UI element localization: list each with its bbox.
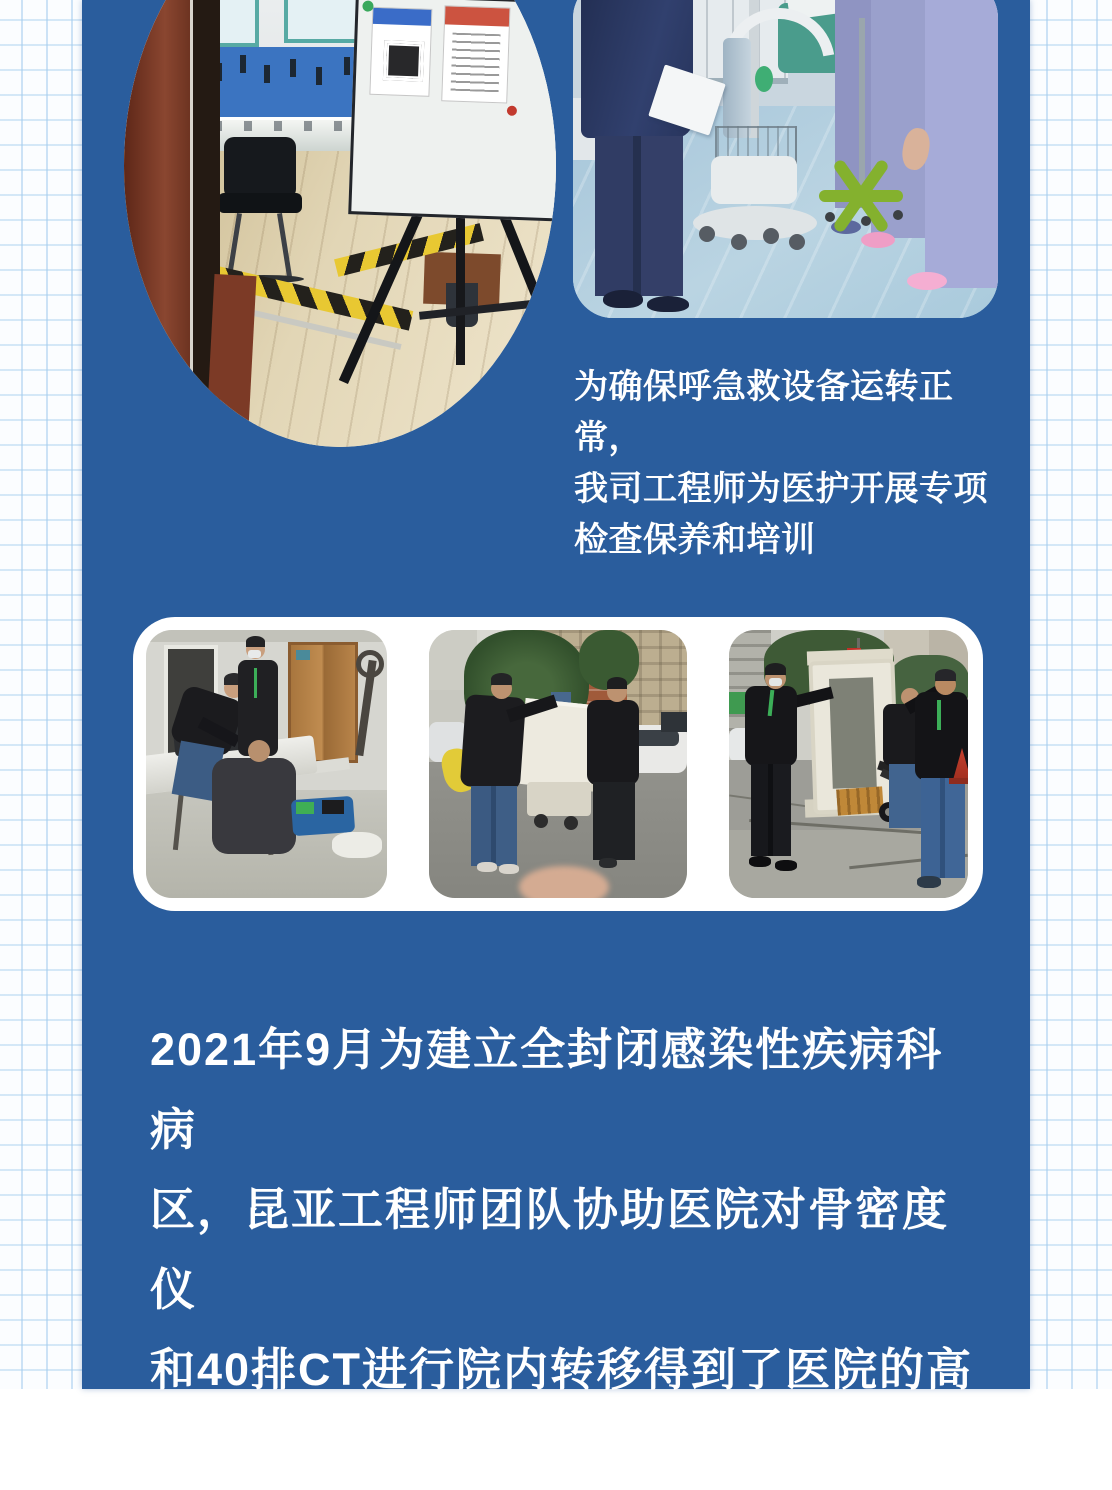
photo-strip-card xyxy=(133,617,983,911)
hair xyxy=(935,669,956,681)
hair xyxy=(607,677,627,689)
face-mask xyxy=(769,678,782,686)
shoe xyxy=(647,296,689,312)
ventilator-column xyxy=(723,38,751,138)
green-lanyard xyxy=(254,668,257,698)
iv-stand-pole xyxy=(859,18,865,188)
jeans xyxy=(471,786,517,866)
poster-header xyxy=(373,8,432,26)
pink-clog xyxy=(861,232,895,248)
engineer-pants xyxy=(595,136,683,296)
photo-training xyxy=(573,0,998,318)
green-lanyard xyxy=(937,700,941,730)
shoe xyxy=(477,862,497,872)
door-sign xyxy=(296,650,310,660)
green-valve xyxy=(755,66,773,92)
ceiling-beam xyxy=(146,630,387,642)
jeans xyxy=(921,778,965,878)
stand-wheels xyxy=(825,212,835,222)
qr-poster xyxy=(369,7,432,97)
shoe xyxy=(603,290,643,308)
caption-line: 2021年9月为建立全封闭感染性疾病科病 xyxy=(150,1024,944,1155)
transport-cart xyxy=(527,782,591,816)
tool-bag-patch xyxy=(296,802,314,814)
caption-bottom xyxy=(150,1010,990,1490)
nurse-figure xyxy=(925,0,998,288)
whiteboard xyxy=(348,0,556,222)
jack-handle-loop xyxy=(356,650,384,678)
ventilator-body xyxy=(711,156,797,204)
casters xyxy=(699,226,715,242)
pants xyxy=(593,782,635,860)
shoe xyxy=(499,864,519,874)
caption-line: 我司工程师为医护开展专项 xyxy=(574,470,988,508)
wood-pallet xyxy=(836,786,884,815)
white-cloth xyxy=(332,832,382,858)
red-magnet xyxy=(507,106,517,116)
poster-text-lines xyxy=(451,33,501,93)
shoe xyxy=(749,856,771,867)
chair-seat xyxy=(218,193,302,213)
door-frame xyxy=(124,0,192,447)
caption-line: 为确保呼急救设备运转正常， xyxy=(574,368,954,457)
hair xyxy=(246,636,265,647)
gantry-opening xyxy=(829,677,877,788)
cone-base xyxy=(949,778,968,784)
caption-line: 检查保养和培训 xyxy=(574,521,816,559)
face-mask xyxy=(248,650,261,658)
shoe xyxy=(775,860,797,871)
office-chair xyxy=(224,137,296,199)
photo-transport-box xyxy=(429,630,687,898)
tool-bag-patch xyxy=(322,800,344,814)
hair xyxy=(491,673,512,685)
dark-car xyxy=(661,712,687,732)
shoe xyxy=(917,876,941,888)
wall-frame xyxy=(284,0,364,43)
engineer-seated xyxy=(212,758,296,854)
door-jamb xyxy=(206,274,257,447)
qr-code xyxy=(383,40,424,81)
hair xyxy=(765,663,786,675)
photo-transport-frame xyxy=(729,630,968,898)
caption-top xyxy=(574,362,1014,566)
pink-clog xyxy=(907,272,947,290)
easel-pole xyxy=(456,205,465,365)
engineer-right xyxy=(587,700,639,785)
photo-repair xyxy=(146,630,387,898)
caption-line: 度认可！ xyxy=(150,1424,339,1475)
caption-line: 和40排CT进行院内转移得到了医院的高 xyxy=(150,1344,974,1395)
shoe xyxy=(599,858,617,868)
cart-wheels xyxy=(534,814,548,828)
poster-header xyxy=(445,6,510,26)
caption-line: 区，昆亚工程师团队协助医院对骨密度仪 xyxy=(150,1184,950,1315)
photo-workshop xyxy=(124,0,556,447)
notice-poster xyxy=(441,5,510,103)
pants xyxy=(751,764,791,856)
head xyxy=(248,740,270,762)
